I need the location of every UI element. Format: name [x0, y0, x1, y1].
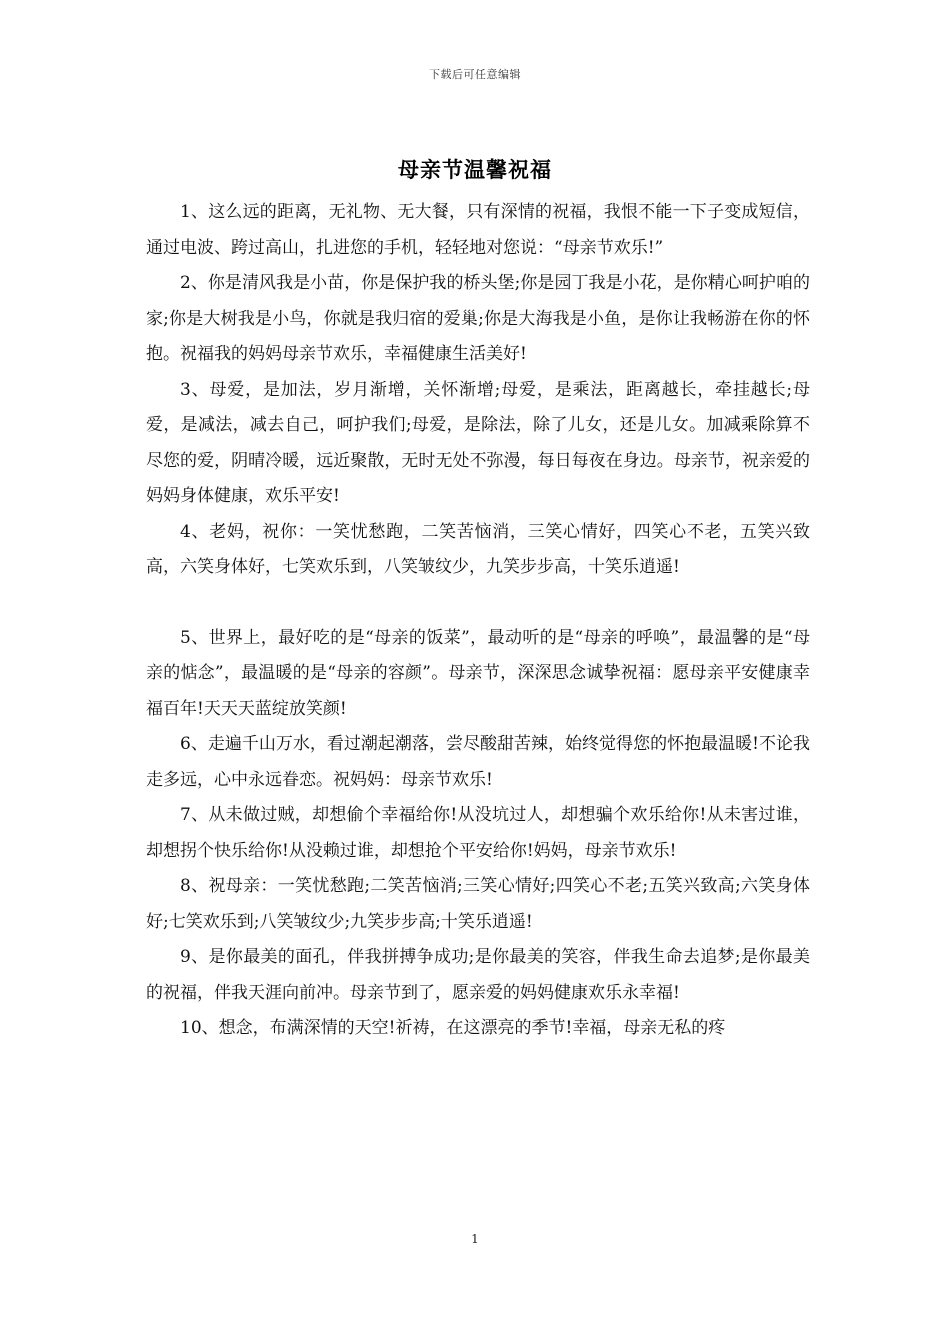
paragraph-5: 5、世界上，最好吃的是“母亲的饭菜”，最动听的是“母亲的呼唤”，最温馨的是“母亲的惦念”，最温暖的是“母亲的容颜”。母亲节，深深思念诚挚祝福：愿母亲平安健康幸福百年!天天天蓝绽放笑颜!	[146, 627, 810, 719]
paragraph-10: 10、想念，布满深情的天空!祈祷，在这漂亮的季节!幸福，母亲无私的疼	[180, 1018, 726, 1038]
page-number: 1	[471, 1232, 479, 1246]
paragraph-9: 9、是你最美的面孔，伴我拼搏争成功;是你最美的笑容，伴我生命去追梦;是你最美的祝福，伴我天涯向前冲。母亲节到了，愿亲爱的妈妈健康欢乐永幸福!	[146, 947, 810, 1003]
paragraph-2: 2、你是清风我是小苗，你是保护我的桥头堡;你是园丁我是小花，是你精心呵护咱的家;你是大树我是小鸟，你就是我归宿的爱巢;你是大海我是小鱼，是你让我畅游在你的怀抱。祝福我的妈妈母亲节欢乐，幸福健康生活美好!	[146, 273, 810, 364]
paragraph-4: 4、老妈，祝你：一笑忧愁跑，二笑苦恼消，三笑心情好，四笑心不老，五笑兴致高，六笑身体好，七笑欢乐到，八笑皱纹少，九笑步步高，十笑乐逍遥!	[146, 521, 810, 577]
paragraph-1: 1、这么远的距离，无礼物、无大餐，只有深情的祝福，我恨不能一下子变成短信，通过电波、跨过高山，扎进您的手机，轻轻地对您说：“母亲节欢乐!”	[146, 202, 810, 258]
paragraph-7: 7、从未做过贼，却想偷个幸福给你!从没坑过人，却想骗个欢乐给你!从未害过谁，却想拐个快乐给你!从没赖过谁，却想抢个平安给你!妈妈，母亲节欢乐!	[146, 805, 810, 861]
paragraph-8: 8、祝母亲：一笑忧愁跑;二笑苦恼消;三笑心情好;四笑心不老;五笑兴致高;六笑身体好;七笑欢乐到;八笑皱纹少;九笑步步高;十笑乐逍遥!	[146, 876, 810, 932]
document-title: 母亲节温馨祝福	[398, 157, 552, 182]
paragraph-6: 6、走遍千山万水，看过潮起潮落，尝尽酸甜苦辣，始终觉得您的怀抱最温暖!不论我走多远，心中永远眷恋。祝妈妈：母亲节欢乐!	[146, 734, 810, 790]
paragraph-3: 3、母爱，是加法，岁月渐增，关怀渐增;母爱，是乘法，距离越长，牵挂越长;母爱，是减法，减去自己，呵护我们;母爱，是除法，除了儿女，还是儿女。加减乘除算不尽您的爱，阴晴冷暖，远近聚散，无时无处不弥漫，每日每夜在身边。母亲节，祝亲爱的妈妈身体健康，欢乐平安!	[146, 379, 810, 506]
document-body	[146, 195, 810, 1047]
header-note: 下载后可任意编辑	[429, 68, 521, 81]
